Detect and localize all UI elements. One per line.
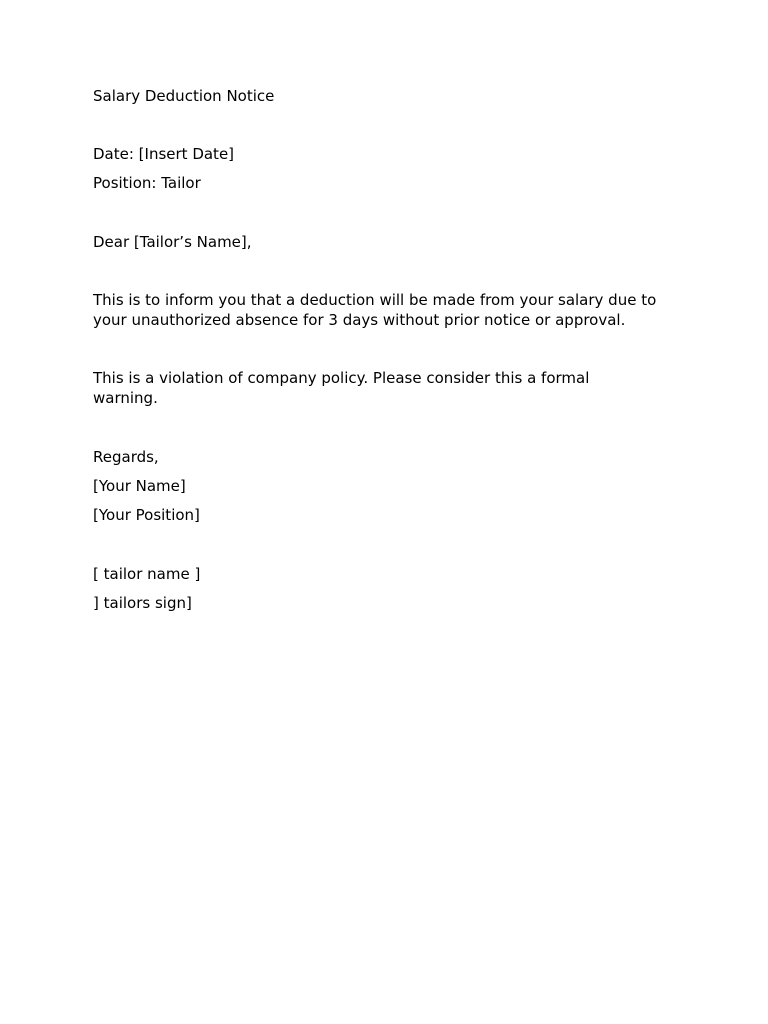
sender-position: [Your Position] [93,506,200,524]
document-title: Salary Deduction Notice [93,87,275,105]
salutation: Dear [Tailor’s Name], [93,233,252,251]
recipient-name: [ tailor name ] [93,565,201,583]
warning-paragraph-line: This is a violation of company policy. Please consider this a formal [93,369,590,387]
deduction-paragraph-line: your unauthorized absence for 3 days without prior notice or approval. [93,311,626,329]
deduction-paragraph [93,290,693,330]
closing: Regards, [93,448,159,466]
date-line: Date: [Insert Date] [93,145,235,163]
deduction-paragraph-line: This is to inform you that a deduction will be made from your salary due to [93,291,657,309]
position-line: Position: Tailor [93,174,201,192]
warning-paragraph-line: warning. [93,389,158,407]
warning-paragraph [93,368,693,408]
recipient-sign: ] tailors sign] [93,594,192,612]
sender-name: [Your Name] [93,477,186,495]
